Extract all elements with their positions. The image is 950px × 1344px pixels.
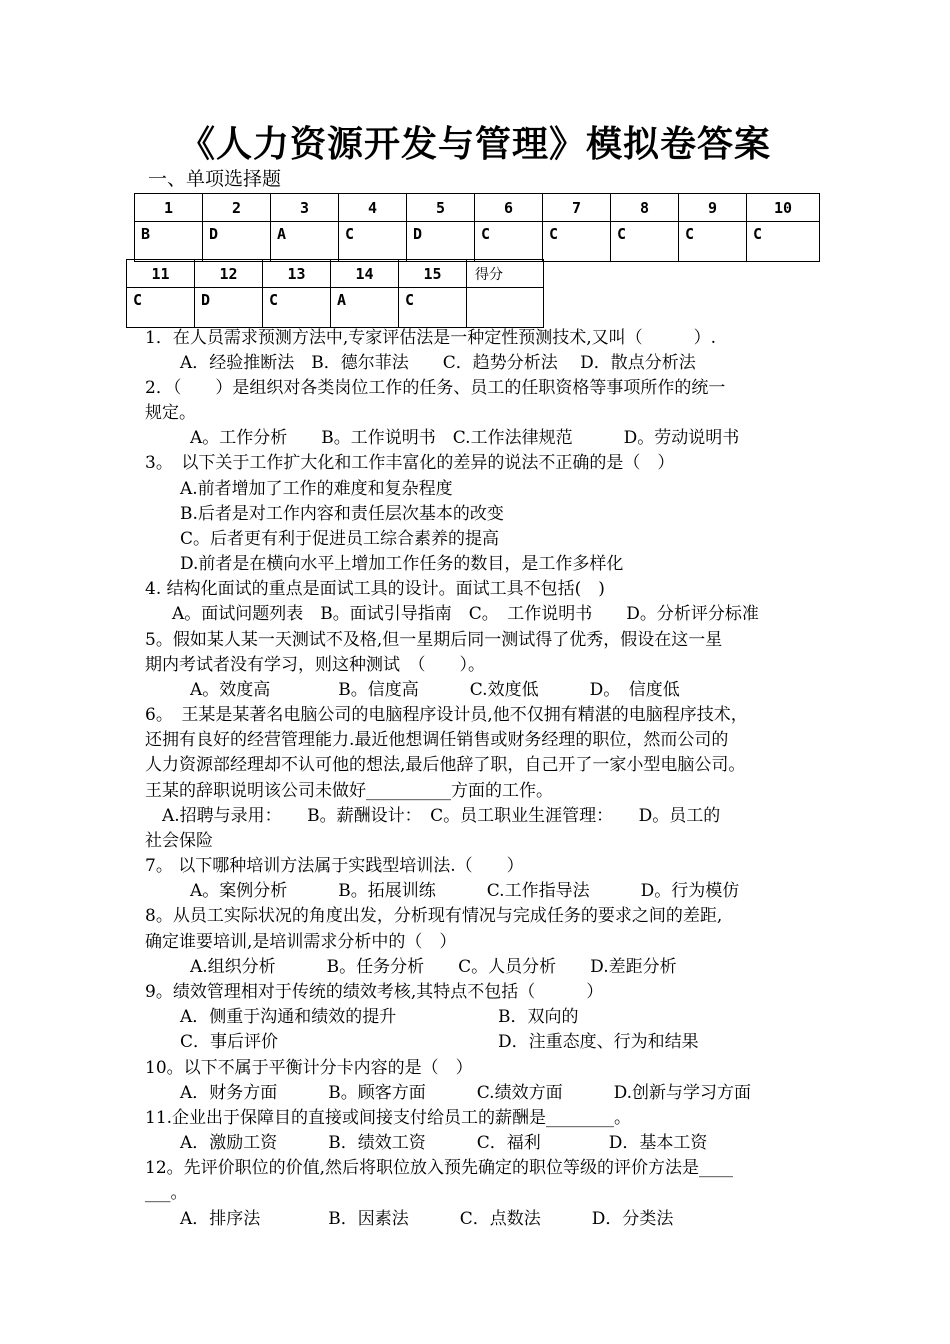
question-number: 10	[747, 194, 820, 222]
answer-cell: C	[611, 222, 679, 262]
question-number: 2	[203, 194, 271, 222]
answer-table-1	[134, 193, 820, 262]
question-3-option-c: C。后者更有利于促进员工综合素养的提高	[180, 529, 500, 549]
question-6-options-cont: 社会保险	[145, 831, 213, 851]
question-9-option-c: C．事后评价	[180, 1032, 279, 1052]
question-2-options: A。工作分析 B。工作说明书 C.工作法律规范 D。劳动说明书	[190, 428, 740, 448]
question-number: 12	[195, 260, 263, 288]
question-3-option-b: B.后者是对工作内容和责任层次基本的改变	[180, 504, 504, 524]
question-number: 11	[127, 260, 195, 288]
answer-cell: D	[407, 222, 475, 262]
answer-cell: D	[195, 288, 263, 328]
question-2-cont: 规定。	[145, 403, 196, 423]
question-number-row	[127, 260, 544, 288]
answer-cell: D	[203, 222, 271, 262]
question-9: 9。绩效管理相对于传统的绩效考核,其特点不包括（ ）	[145, 982, 604, 1002]
question-10: 10。以下不属于平衡计分卡内容的是（ ）	[145, 1058, 473, 1078]
answer-cell: C	[127, 288, 195, 328]
question-1: 1．在人员需求预测方法中,专家评估法是一种定性预测技术,又叫（ ）.	[145, 328, 717, 348]
question-number: 13	[263, 260, 331, 288]
question-number: 3	[271, 194, 339, 222]
answer-table-2	[126, 259, 544, 328]
question-number: 9	[679, 194, 747, 222]
question-number: 1	[135, 194, 203, 222]
question-5-cont: 期内考试者没有学习，则这种测试 （ ）。	[145, 655, 485, 675]
question-10-options: A．财务方面 B。顾客方面 C.绩效方面 D.创新与学习方面	[180, 1083, 752, 1103]
question-2: 2．（ ）是组织对各类岗位工作的任务、员工的任职资格等事项所作的统一	[145, 378, 726, 398]
question-4: 4. 结构化面试的重点是面试工具的设计。面试工具不包括( )	[145, 579, 605, 599]
question-8: 8。从员工实际状况的角度出发，分析现有情况与完成任务的要求之间的差距,	[145, 906, 723, 926]
question-number: 5	[407, 194, 475, 222]
answer-cell: C	[339, 222, 407, 262]
score-label: 得分	[467, 260, 544, 288]
question-6-cont-3: 王某的辞职说明该公司未做好__________方面的工作。	[145, 781, 553, 801]
question-5-options: A。效度高 B。信度高 C.效度低 D。 信度低	[190, 680, 680, 700]
answer-cell: C	[399, 288, 467, 328]
question-6: 6。 王某是某著名电脑公司的电脑程序设计员,他不仅拥有精湛的电脑程序技术，	[145, 705, 748, 725]
question-1-options: A．经验推断法 B．德尔菲法 C．趋势分析法 D．散点分析法	[180, 353, 696, 373]
answer-cell: A	[271, 222, 339, 262]
question-12-options: A．排序法 B．因素法 C．点数法 D．分类法	[180, 1209, 674, 1229]
answer-row	[135, 222, 820, 262]
question-7: 7。 以下哪种培训方法属于实践型培训法.（ ）	[145, 856, 524, 876]
answer-cell: C	[263, 288, 331, 328]
question-4-options: A。面试问题列表 B。面试引导指南 C。 工作说明书 D。分析评分标准	[172, 604, 759, 624]
question-number: 4	[339, 194, 407, 222]
answer-cell: C	[679, 222, 747, 262]
question-5: 5。假如某人某一天测试不及格,但一星期后同一测试得了优秀，假设在这一星	[145, 630, 723, 650]
answer-cell: A	[331, 288, 399, 328]
question-12-cont: ___。	[145, 1183, 188, 1203]
question-number-row	[135, 194, 820, 222]
question-12: 12。先评价职位的价值,然后将职位放入预先确定的职位等级的评价方法是____	[145, 1158, 734, 1178]
page-title: 《人力资源开发与管理》模拟卷答案	[178, 123, 771, 165]
question-6-cont-1: 还拥有良好的经营管理能力.最近他想调任销售或财务经理的职位，然而公司的	[145, 730, 729, 750]
question-number: 14	[331, 260, 399, 288]
answer-row	[127, 288, 544, 328]
score-cell	[467, 288, 544, 328]
answer-cell: B	[135, 222, 203, 262]
question-9-option-a: A．侧重于沟通和绩效的提升	[180, 1007, 397, 1027]
question-3-option-a: A.前者增加了工作的难度和复杂程度	[180, 479, 453, 499]
question-number: 7	[543, 194, 611, 222]
question-number: 8	[611, 194, 679, 222]
answer-cell: C	[543, 222, 611, 262]
question-8-options: A.组织分析 B。任务分析 C。人员分析 D.差距分析	[190, 957, 677, 977]
question-number: 6	[475, 194, 543, 222]
question-8-cont: 确定谁要培训,是培训需求分析中的（ ）	[145, 932, 457, 952]
question-number: 15	[399, 260, 467, 288]
question-3: 3。 以下关于工作扩大化和工作丰富化的差异的说法不正确的是（ ）	[145, 453, 675, 473]
question-11: 11.企业出于保障目的直接或间接支付给员工的薪酬是________。	[145, 1108, 632, 1128]
question-6-options: A.招聘与录用： B。薪酬设计： C。员工职业生涯管理： D。员工的	[162, 806, 721, 826]
question-11-options: A．激励工资 B．绩效工资 C．福利 D．基本工资	[180, 1133, 708, 1153]
question-7-options: A。案例分析 B。拓展训练 C.工作指导法 D。行为模仿	[190, 881, 740, 901]
question-6-cont-2: 人力资源部经理却不认可他的想法,最后他辞了职，自己开了一家小型电脑公司。	[145, 755, 746, 775]
question-9-option-b: B．双向的	[498, 1007, 579, 1027]
question-9-option-d: D．注重态度、行为和结果	[498, 1032, 699, 1052]
question-3-option-d: D.前者是在横向水平上增加工作任务的数目，是工作多样化	[180, 554, 624, 574]
section-heading: 一、单项选择题	[148, 168, 282, 190]
answer-cell: C	[747, 222, 820, 262]
answer-cell: C	[475, 222, 543, 262]
